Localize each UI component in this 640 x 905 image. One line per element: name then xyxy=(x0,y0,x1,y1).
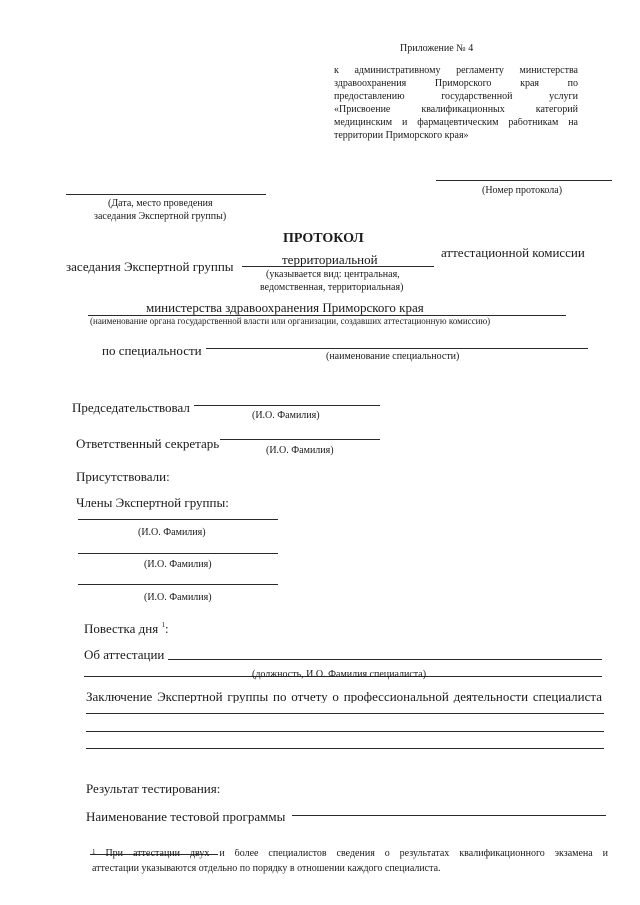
regulation-line: предоставлению государственной услуги xyxy=(334,92,578,102)
conclusion-field[interactable] xyxy=(86,713,604,714)
footnote-ref: 1 xyxy=(161,621,165,629)
chair-hint: (И.О. Фамилия) xyxy=(252,410,320,421)
meeting-suffix: аттестационной комиссии xyxy=(441,245,585,260)
secretary-field[interactable] xyxy=(220,439,380,440)
footnote-line1: При аттестации двух и более специалистов сведения о результатах квалификационного экзамена и xyxy=(105,849,608,859)
member-field[interactable] xyxy=(78,519,278,520)
member-hint: (И.О. Фамилия) xyxy=(144,559,212,570)
position-hint: (должность, И.О. Фамилия специалиста) xyxy=(252,669,427,680)
appendix-number: Приложение № 4 xyxy=(400,43,474,54)
page-title: ПРОТОКОЛ xyxy=(283,231,364,246)
commission-type-value: территориальной xyxy=(282,252,378,267)
conclusion-field[interactable] xyxy=(86,748,604,749)
footnote-text xyxy=(92,849,608,859)
secretary-label: Ответственный секретарь xyxy=(76,436,220,451)
footnote-marker: 1 xyxy=(92,849,96,856)
present-label: Присутствовали: xyxy=(76,469,170,484)
regulation-line: медицинским и фармацевтическим работникам на xyxy=(334,118,578,128)
agenda-label-text: Повестка дня xyxy=(84,621,159,636)
commission-type-hint: ведомственная, территориальная) xyxy=(260,282,404,293)
member-field[interactable] xyxy=(78,553,278,554)
organization-hint: (наименование органа государственной власти или организации, создавших аттестационную комиссию) xyxy=(90,316,491,326)
attestation-field[interactable] xyxy=(168,659,602,660)
member-field[interactable] xyxy=(78,584,278,585)
specialty-hint: (наименование специальности) xyxy=(326,351,460,362)
date-place-hint: (Дата, место проведения xyxy=(108,198,213,209)
regulation-line: здравоохранения Приморского края по xyxy=(334,79,578,89)
chair-field[interactable] xyxy=(194,405,380,406)
meeting-label: заседания Экспертной группы xyxy=(66,259,234,274)
test-program-label: Наименование тестовой программы xyxy=(86,809,286,824)
test-program-field[interactable] xyxy=(292,815,606,816)
member-hint: (И.О. Фамилия) xyxy=(144,592,212,603)
organization-value: министерства здравоохранения Приморского края xyxy=(146,300,424,315)
conclusion-field[interactable] xyxy=(86,731,604,732)
commission-type-hint: (указывается вид: центральная, xyxy=(266,269,400,280)
secretary-hint: (И.О. Фамилия) xyxy=(266,445,334,456)
footnote-line2: аттестации указываются отдельно по порядку в отношении каждого специалиста. xyxy=(92,863,441,874)
member-hint: (И.О. Фамилия) xyxy=(138,527,206,538)
specialty-field[interactable] xyxy=(206,348,588,349)
members-label: Члены Экспертной группы: xyxy=(76,495,229,510)
protocol-number-hint: (Номер протокола) xyxy=(482,185,563,196)
test-result-label: Результат тестирования: xyxy=(86,781,221,796)
regulation-line: к административному регламенту министерства xyxy=(334,66,578,76)
commission-type-field[interactable] xyxy=(242,266,434,267)
date-place-hint: заседания Экспертной группы) xyxy=(94,211,227,222)
date-place-field[interactable] xyxy=(66,194,266,195)
regulation-line: «Присвоение квалификационных категорий xyxy=(334,105,578,115)
regulation-line: территории Приморского края» xyxy=(334,130,469,141)
protocol-number-field[interactable] xyxy=(436,180,612,181)
conclusion-label: Заключение Экспертной группы по отчету о профессиональной деятельности специалиста xyxy=(86,690,602,703)
agenda-label: Повестка дня $^1$: xyxy=(84,621,169,636)
specialty-label: по специальности xyxy=(102,343,202,358)
chair-label: Председательствовал xyxy=(72,400,190,415)
attestation-label: Об аттестации xyxy=(84,647,165,662)
